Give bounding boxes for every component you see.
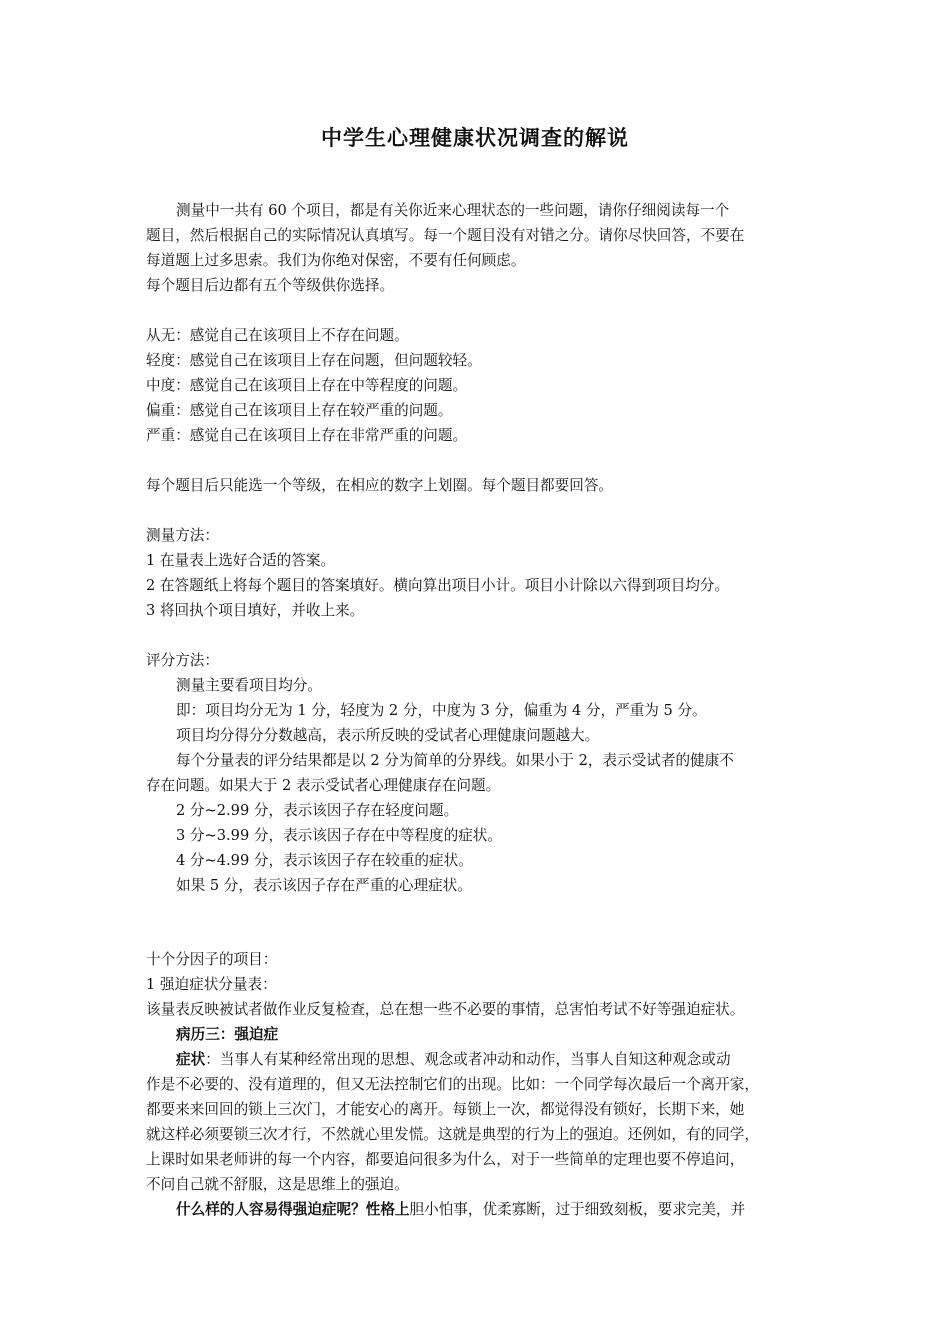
symptom-line [176,1050,731,1070]
symptom-line: 作是不必要的、没有道理的，但又无法控制它们的出现。比如：一个同学每次最后一个离开家， [146,1076,759,1093]
page-title: 中学生心理健康状况调查的解说 [321,125,629,150]
scoring-line: 存在问题。如果大于 2 表示受试者心理健康存在问题。 [146,777,501,794]
factor-description: 该量表反映被试者做作业反复检查，总在想一些不必要的事情，总害怕考试不好等强迫症状。 [146,1001,745,1018]
symptom-line: 都要来来回回的锁上三次门，才能安心的离开。每锁上一次，都觉得没有锁好，长期下来，她 [146,1101,745,1118]
scoring-line: 2 分~2.99 分，表示该因子存在轻度问题。 [176,802,459,819]
question-bold: 什么样的人容易得强迫症呢？性格上 [176,1201,410,1218]
scoring-line: 4 分~4.99 分，表示该因子存在较重的症状。 [176,852,473,869]
question-rest: 胆小怕事，优柔寡断，过于细致刻板，要求完美，并 [409,1201,746,1218]
scoring-line: 项目均分得分分数越高，表示所反映的受试者心理健康问题越大。 [176,727,600,744]
intro-line: 每个题目后边都有五个等级供你选择。 [146,277,395,294]
intro-line: 测量中一共有 60 个项目，都是有关你近来心理状态的一些问题，请你仔细阅读每一个 [176,202,730,219]
case-title: 病历三：强迫症 [176,1026,279,1043]
factors-heading: 十个分因子的项目： [146,951,278,968]
level-item: 中度：感觉自己在该项目上存在中等程度的问题。 [146,377,468,394]
method-step: 1 在量表上选好合适的答案。 [146,552,336,569]
intro-line: 每道题上过多思索。我们为你绝对保密，不要有任何顾虑。 [146,252,526,269]
choose-note: 每个题目后只能选一个等级，在相应的数字上划圈。每个题目都要回答。 [146,477,614,494]
level-item: 轻度：感觉自己在该项目上存在问题，但问题较轻。 [146,352,482,369]
level-item: 从无：感觉自己在该项目上不存在问题。 [146,327,409,344]
question-line [176,1200,745,1220]
method-step: 2 在答题纸上将每个题目的答案填好。横向算出项目小计。项目小计除以六得到项目均分。 [146,577,730,594]
symptom-text: ：当事人有某种经常出现的思想、观念或者冲动和动作，当事人自知这种观念或动 [205,1051,731,1068]
scoring-heading: 评分方法： [146,652,219,669]
symptom-line: 不问自己就不舒服，这是思维上的强迫。 [146,1176,409,1193]
symptom-line: 上课时如果老师讲的每一个内容，都要追问很多为什么，对于一些简单的定理也要不停追问， [146,1151,745,1168]
scoring-line: 如果 5 分，表示该因子存在严重的心理症状。 [176,877,472,894]
level-item: 偏重：感觉自己在该项目上存在较严重的问题。 [146,402,453,419]
symptom-line: 就这样必须要锁三次才行，不然就心里发慌。这就是典型的行为上的强迫。还例如，有的同学， [146,1126,759,1143]
intro-line: 题目，然后根据自己的实际情况认真填写。每一个题目没有对错之分。请你尽快回答，不要在 [146,227,745,244]
scoring-line: 每个分量表的评分结果都是以 2 分为简单的分界线。如果小于 2，表示受试者的健康不 [176,752,734,769]
symptom-label: 症状 [176,1051,206,1068]
scoring-line: 3 分~3.99 分，表示该因子存在中等程度的症状。 [176,827,502,844]
method-heading: 测量方法： [146,527,219,544]
level-item: 严重：感觉自己在该项目上存在非常严重的问题。 [146,427,468,444]
method-step: 3 将回执个项目填好，并收上来。 [146,602,365,619]
factor-subheading: 1 强迫症状分量表： [146,976,277,993]
scoring-line: 即：项目均分无为 1 分，轻度为 2 分，中度为 3 分，偏重为 4 分，严重为 5 分。 [176,702,707,719]
scoring-line: 测量主要看项目均分。 [176,677,322,694]
